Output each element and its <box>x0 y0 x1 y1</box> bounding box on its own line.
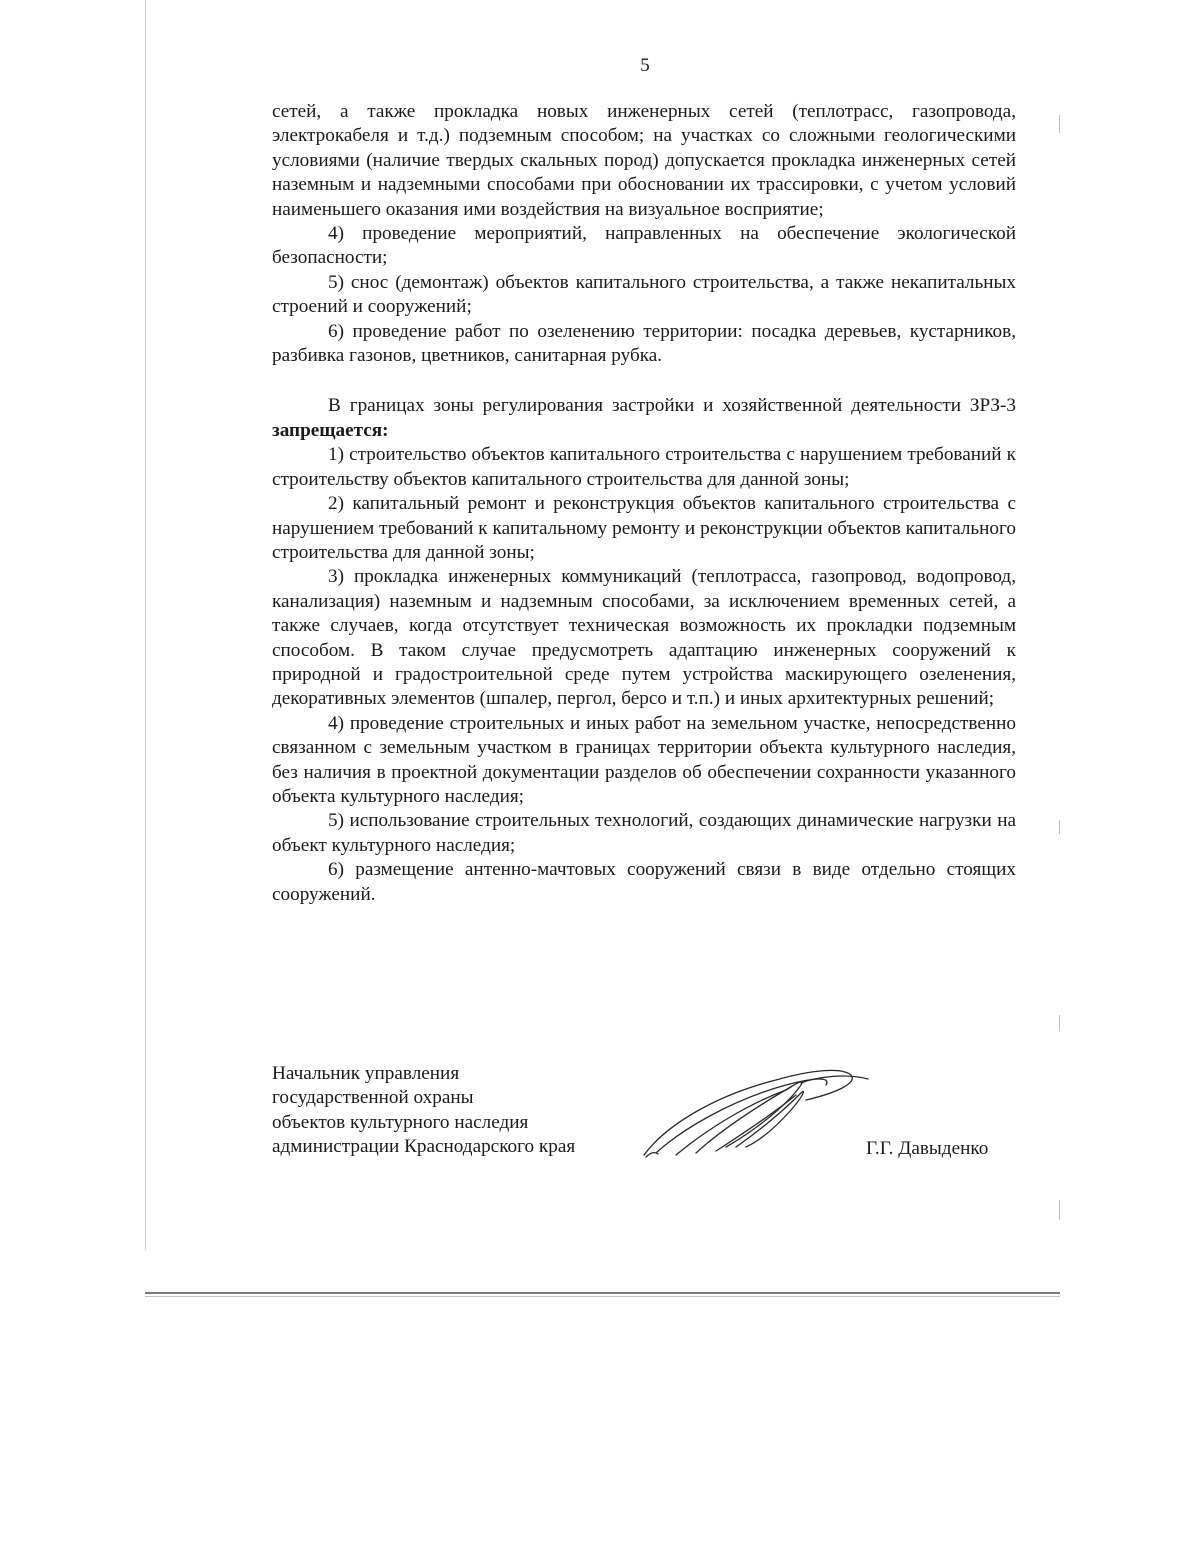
prohibited-item: 2) капитальный ремонт и реконструкция объектов капитального строительства с нарушением требований к капитальному ремонту и реконструкции объектов капитального строительства для данной зоны; <box>272 493 1016 563</box>
prohibited-item: 3) прокладка инженерных коммуникаций (теплотрасса, газопровод, водопровод, канализация) наземным и надземным способами, за исключением временных сетей, а также случаев, когда отсутствует техническая возможность их прокладки подземным способом. В таком случае предусмотреть адаптацию инженерных сооружений к природной и градостроительной среде путем устройства маскирующего озеленения, декоративных элементов (шпалер, пергол, берсо и т.п.) и иных архитектурных решений; <box>272 566 1016 710</box>
allowed-item: 4) проведение мероприятий, направленных на обеспечение экологической безопасности; <box>272 223 1016 269</box>
scan-bottom-edge <box>145 1292 1060 1294</box>
scan-speck <box>1059 1015 1060 1031</box>
document-body <box>272 100 1016 907</box>
scan-bottom-edge-shadow <box>145 1296 1060 1297</box>
prohibited-intro-paragraph <box>272 394 1016 443</box>
signatory-position <box>272 1062 575 1160</box>
prohibited-keyword: запрещается: <box>272 419 389 441</box>
page-number: 5 <box>640 55 650 76</box>
position-line: объектов культурного наследия <box>272 1111 529 1133</box>
handwritten-signature <box>636 1055 876 1165</box>
scan-speck <box>1059 115 1060 133</box>
prohibited-item: 4) проведение строительных и иных работ на земельном участке, непосредственно связанном с земельным участком в границах территории объекта культурного наследия, без наличия в проектной документации разделов об обеспечении сохранности указанного объекта культурного наследия; <box>272 712 1016 807</box>
prohibited-item: 1) строительство объектов капитального строительства с нарушением требований к строительству объектов капитального строительства для данной зоны; <box>272 444 1016 490</box>
prohibited-item: 5) использование строительных технологий, создающих динамические нагрузки на объект культурного наследия; <box>272 810 1016 856</box>
scan-left-edge <box>145 0 146 1250</box>
scan-speck <box>1059 820 1060 834</box>
position-line: государственной охраны <box>272 1087 474 1109</box>
prohibited-item: 6) размещение антенно-мачтовых сооружений связи в виде отдельно стоящих сооружений. <box>272 859 1016 905</box>
scan-speck <box>1059 1200 1060 1220</box>
prohibited-intro-text: В границах зоны регулирования застройки и хозяйственной деятельности ЗРЗ-3 <box>328 395 1016 417</box>
allowed-item: 6) проведение работ по озеленению территории: посадка деревьев, кустарников, разбивка газонов, цветников, санитарная рубка. <box>272 320 1016 367</box>
allowed-item: 5) снос (демонтаж) объектов капитального строительства, а также некапитальных строений и сооружений; <box>272 271 1016 318</box>
continuation-paragraph: сетей, а также прокладка новых инженерных сетей (теплотрасс, газопровода, электрокабеля и т.д.) подземным способом; на участках со сложными геологическими условиями (наличие твердых скальных пород) допускается прокладка инженерных сетей наземным и надземными способами при обосновании их трассировки, с учетом условий наименьшего оказания ими воздействия на визуальное восприятие; <box>272 101 1016 220</box>
position-line: Начальник управления <box>272 1063 460 1084</box>
position-line: администрации Краснодарского края <box>272 1136 576 1158</box>
paragraph-gap <box>272 368 1016 394</box>
signer-name: Г.Г. Давыденко <box>866 1138 989 1159</box>
